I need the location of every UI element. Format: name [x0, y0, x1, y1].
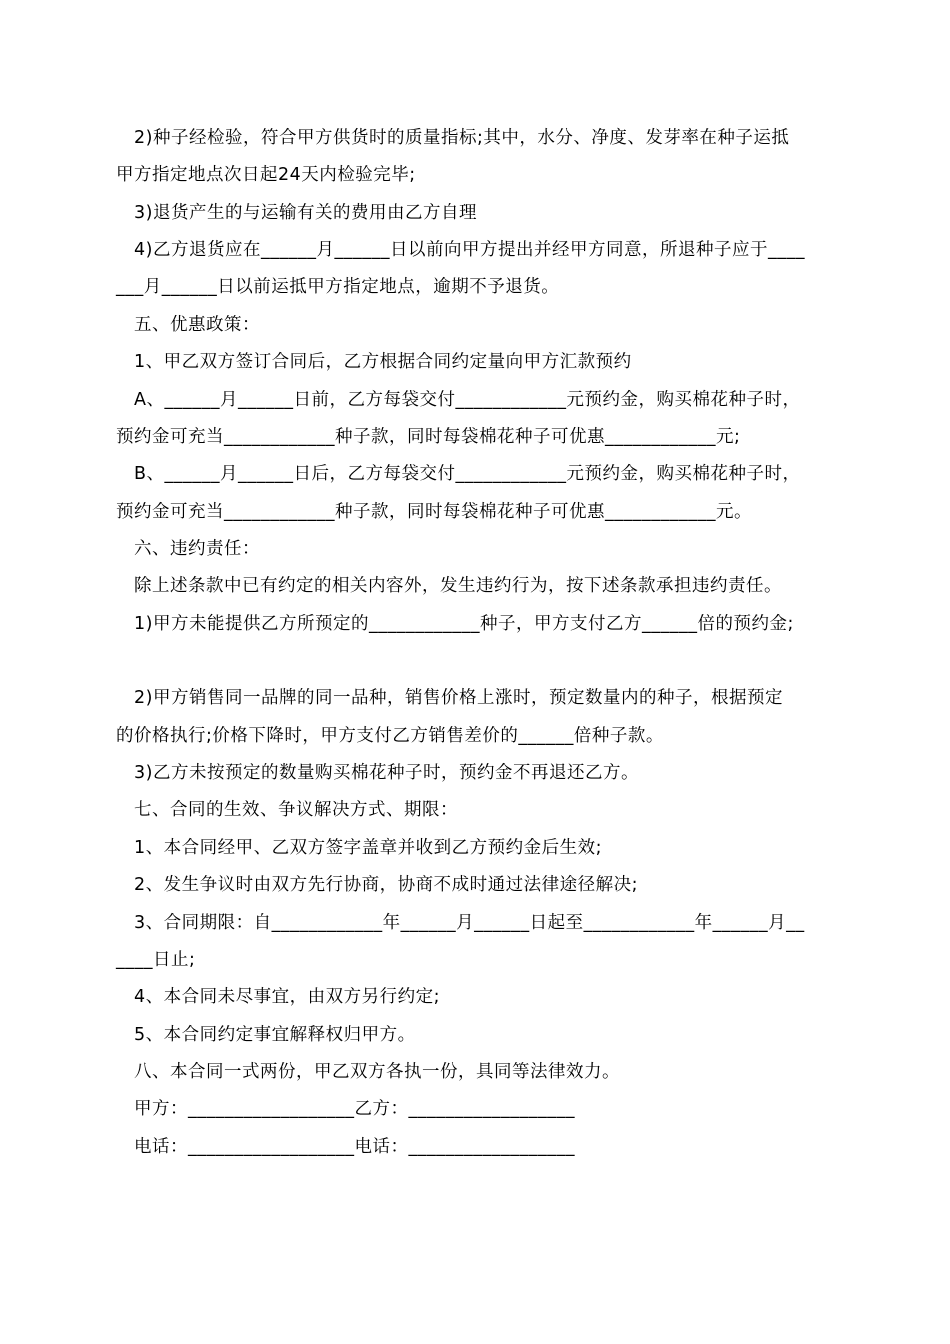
text-line: 2、发生争议时由双方先行协商，协商不成时通过法律途径解决;	[134, 875, 639, 895]
text-line: 2)甲方销售同一品牌的同一品种，销售价格上涨时，预定数量内的种子，根据预定	[134, 688, 783, 708]
text-line: ____日止;	[116, 950, 196, 970]
section-heading: 七、合同的生效、争议解决方式、期限：	[134, 800, 458, 820]
section-heading: 六、违约责任：	[134, 539, 260, 559]
section-heading: 八、本合同一式两份，甲乙双方各执一份，具同等法律效力。	[134, 1062, 620, 1082]
text-line: 预约金可充当____________种子款，同时每袋棉花种子可优惠____________元;	[116, 427, 741, 447]
text-line: 3)退货产生的与运输有关的费用由乙方自理	[134, 203, 477, 223]
section-heading: 五、优惠政策：	[134, 315, 260, 335]
text-line: 3)乙方未按预定的数量购买棉花种子时，预约金不再退还乙方。	[134, 763, 639, 783]
text-line: 的价格执行;价格下降时，甲方支付乙方销售差价的______倍种子款。	[116, 726, 664, 746]
text-line: 预约金可充当____________种子款，同时每袋棉花种子可优惠____________元。	[116, 502, 752, 522]
text-line: 5、本合同约定事宜解释权归甲方。	[134, 1025, 416, 1045]
text-line: 除上述条款中已有约定的相关内容外，发生违约行为，按下述条款承担违约责任。	[134, 576, 782, 596]
text-line: A、______月______日前，乙方每袋交付____________元预约金，购买棉花种子时，	[134, 390, 801, 410]
text-line: 1、甲乙双方签订合同后，乙方根据合同约定量向甲方汇款预约	[134, 352, 632, 372]
signature-line-party: 甲方：__________________乙方：__________________	[134, 1099, 575, 1119]
text-line: 3、合同期限：自____________年______月______日起至____________年______月__	[134, 913, 805, 933]
text-line: 2)种子经检验，符合甲方供货时的质量指标;其中，水分、净度、发芽率在种子运抵	[134, 128, 790, 148]
signature-line-phone: 电话：__________________电话：__________________	[134, 1137, 575, 1157]
text-line: ___月______日以前运抵甲方指定地点，逾期不予退货。	[116, 277, 560, 297]
text-line: 1、本合同经甲、乙双方签字盖章并收到乙方预约金后生效;	[134, 838, 603, 858]
text-line: 甲方指定地点次日起24天内检验完毕;	[116, 165, 416, 185]
text-line: B、______月______日后，乙方每袋交付____________元预约金，购买棉花种子时，	[134, 464, 801, 484]
text-line: 1)甲方未能提供乙方所预定的____________种子，甲方支付乙方______倍的预约金;	[134, 614, 794, 634]
text-line: 4)乙方退货应在______月______日以前向甲方提出并经甲方同意，所退种子应于____	[134, 240, 805, 260]
text-line: 4、本合同未尽事宜，由双方另行约定;	[134, 987, 441, 1007]
